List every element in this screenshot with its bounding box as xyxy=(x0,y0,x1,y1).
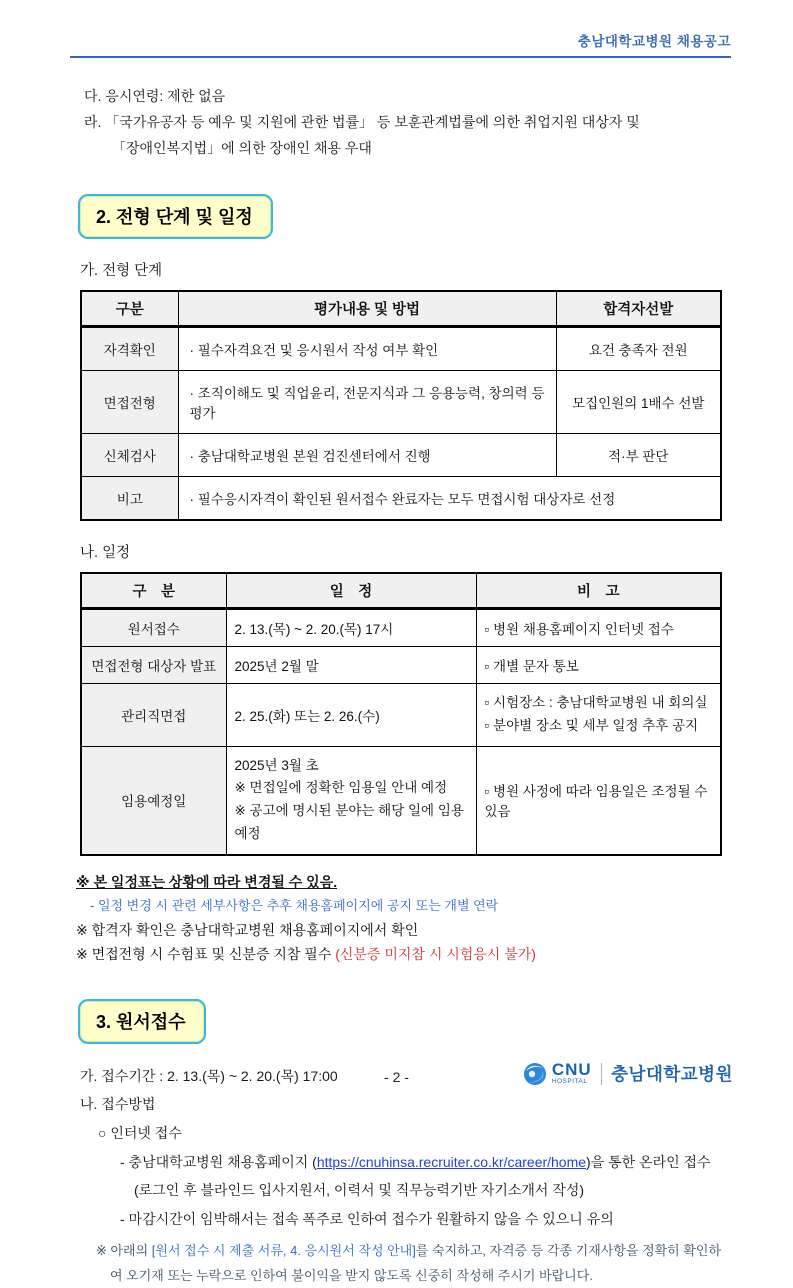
table-row xyxy=(81,476,721,520)
row-result: 요건 충족자 전원 xyxy=(556,326,721,370)
col-header-category: 구분 xyxy=(81,291,178,327)
section2-sub-b: 나. 일정 xyxy=(80,544,131,561)
row-label: 원서접수 xyxy=(81,608,226,646)
table-row xyxy=(81,646,721,683)
caution-line-1 xyxy=(96,1238,731,1263)
intro-block xyxy=(84,84,731,162)
col-header-selection: 합격자선발 xyxy=(556,291,721,327)
row-remarks: ▫ 병원 채용홈페이지 인터넷 접수 xyxy=(476,608,721,646)
note-schedule-change: ※ 본 일정표는 상황에 따라 변경될 수 있음. xyxy=(76,874,338,891)
hospital-logo xyxy=(523,1061,733,1086)
section2-sub-a: 가. 전형 단계 xyxy=(80,262,163,279)
recruit-homepage-link[interactable]: https://cnuhinsa.recruiter.co.kr/career/home xyxy=(316,1153,587,1170)
caution-post: 를 숙지하고, 자격증 등 각종 기재사항을 정확히 확인하 xyxy=(415,1242,722,1258)
section3-title-box: 3. 원서접수 xyxy=(78,999,206,1044)
schedule-line: ※ 면접일에 정확한 임용일 안내 예정 xyxy=(234,780,448,796)
note-id-required xyxy=(76,942,731,967)
note-id-required-warning: (신분증 미지참 시 시험응시 불가) xyxy=(335,946,536,963)
col-header-method: 평가내용 및 방법 xyxy=(178,291,556,327)
page-footer xyxy=(0,1061,793,1095)
note-schedule-change-detail: - 일정 변경 시 관련 세부사항은 추후 채용홈페이지에 공지 또는 개별 연락 xyxy=(90,897,499,913)
note-result-check: ※ 합격자 확인은 충남대학교병원 채용홈페이지에서 확인 xyxy=(76,921,419,938)
logo-hospital-name: 충남대학교병원 xyxy=(611,1064,733,1084)
intro-line-disability: 「장애인복지법」에 의한 장애인 채용 우대 xyxy=(112,139,372,156)
row-result: 적·부 판단 xyxy=(556,433,721,476)
cnu-globe-icon xyxy=(523,1062,547,1086)
row-label: 자격확인 xyxy=(81,326,178,370)
schedule-line: 2025년 3월 초 xyxy=(234,757,319,773)
row-remarks: ▫ 병원 사정에 따라 임용일은 조정될 수 있음 xyxy=(476,746,721,855)
caution-line-2: 여 오기재 또는 누락으로 인하여 불이익을 받지 않도록 신중히 작성해 주시기 바랍니다. xyxy=(110,1268,593,1284)
intro-line-age: 다. 응시연령: 제한 없음 xyxy=(84,88,226,104)
online-apply-detail: (로그인 후 블라인드 입사지원서, 이력서 및 직무능력기반 자기소개서 작성) xyxy=(134,1182,585,1199)
schedule-table xyxy=(80,572,722,857)
row-label: 관리직면접 xyxy=(81,683,226,746)
row-remarks xyxy=(476,683,721,746)
section2-title-box: 2. 전형 단계 및 일정 xyxy=(78,194,273,239)
logo-separator xyxy=(601,1063,603,1085)
row-content: · 충남대학교병원 본원 검진센터에서 진행 xyxy=(178,433,556,476)
table-row xyxy=(81,326,721,370)
row-label: 면접전형 대상자 발표 xyxy=(81,646,226,683)
page-title: 충남대학교병원 채용공고 xyxy=(577,34,731,49)
remark-line: ▫ 시험장소 : 충남대학교병원 내 회의실 xyxy=(484,694,708,710)
table-row xyxy=(81,683,721,746)
row-content: · 필수자격요건 및 응시원서 작성 여부 확인 xyxy=(178,326,556,370)
row-label: 임용예정일 xyxy=(81,746,226,855)
table-header-row xyxy=(81,573,721,609)
caution-pre: ※ 아래의 xyxy=(96,1242,152,1258)
table-row xyxy=(81,433,721,476)
online-apply-post: )을 통한 온라인 접수 xyxy=(586,1153,711,1170)
table-row xyxy=(81,746,721,855)
row-label: 면접전형 xyxy=(81,370,178,433)
cnu-logo-text xyxy=(552,1061,592,1086)
header-divider xyxy=(70,56,731,58)
schedule-notes xyxy=(76,870,731,966)
row-schedule: 2. 13.(목) ~ 2. 20.(목) 17시 xyxy=(226,608,476,646)
schedule-line: ※ 공고에 명시된 분야는 해당 일에 임용 예정 xyxy=(234,803,464,842)
col-header-category: 구 분 xyxy=(81,573,226,609)
online-apply-line xyxy=(120,1148,731,1177)
selection-steps-table xyxy=(80,290,722,521)
row-label: 신체검사 xyxy=(81,433,178,476)
row-remarks: ▫ 개별 문자 통보 xyxy=(476,646,721,683)
row-label: 비고 xyxy=(81,476,178,520)
row-result: 모집인원의 1배수 선발 xyxy=(556,370,721,433)
logo-sub: HOSPITAL xyxy=(551,1078,588,1086)
table-header-row xyxy=(81,291,721,327)
row-schedule: 2. 25.(화) 또는 2. 26.(수) xyxy=(226,683,476,746)
col-header-remarks: 비 고 xyxy=(476,573,721,609)
online-apply-pre: - 충남대학교병원 채용홈페이지 ( xyxy=(120,1153,317,1170)
row-schedule xyxy=(226,746,476,855)
row-content: · 필수응시자격이 확인된 원서접수 완료자는 모두 면접시험 대상자로 선정 xyxy=(178,476,721,520)
caution-ref: [원서 접수 시 제출 서류, 4. 응시원서 작성 안내] xyxy=(151,1242,416,1258)
page-number: - 2 - xyxy=(384,1069,409,1085)
logo-abbr: CNU xyxy=(551,1060,592,1080)
remark-line: ▫ 분야별 장소 및 세부 일정 추후 공지 xyxy=(484,717,699,733)
col-header-schedule: 일 정 xyxy=(226,573,476,609)
note-id-required-text: ※ 면접전형 시 수험표 및 신분증 지참 필수 xyxy=(76,946,336,963)
section3-body xyxy=(80,1062,731,1288)
intro-line-veterans: 라. 「국가유공자 등 예우 및 지원에 관한 법률」 등 보훈관계법률에 의한 취업지원 대상자 및 xyxy=(84,113,640,130)
row-content: · 조직이해도 및 직업윤리, 전문지식과 그 응용능력, 창의력 등 평가 xyxy=(178,370,556,433)
application-period: 가. 접수기간 : 2. 13.(목) ~ 2. 20.(목) 17:00 xyxy=(80,1067,338,1084)
table-row xyxy=(81,370,721,433)
deadline-note: - 마감시간이 임박해서는 접속 폭주로 인하여 접수가 원활하지 않을 수 있으니 유의 xyxy=(120,1210,614,1227)
method-internet: ○ 인터넷 접수 xyxy=(98,1124,182,1141)
table-row xyxy=(81,608,721,646)
application-caution xyxy=(96,1238,731,1288)
row-schedule: 2025년 2월 말 xyxy=(226,646,476,683)
application-method: 나. 접수방법 xyxy=(80,1096,156,1113)
